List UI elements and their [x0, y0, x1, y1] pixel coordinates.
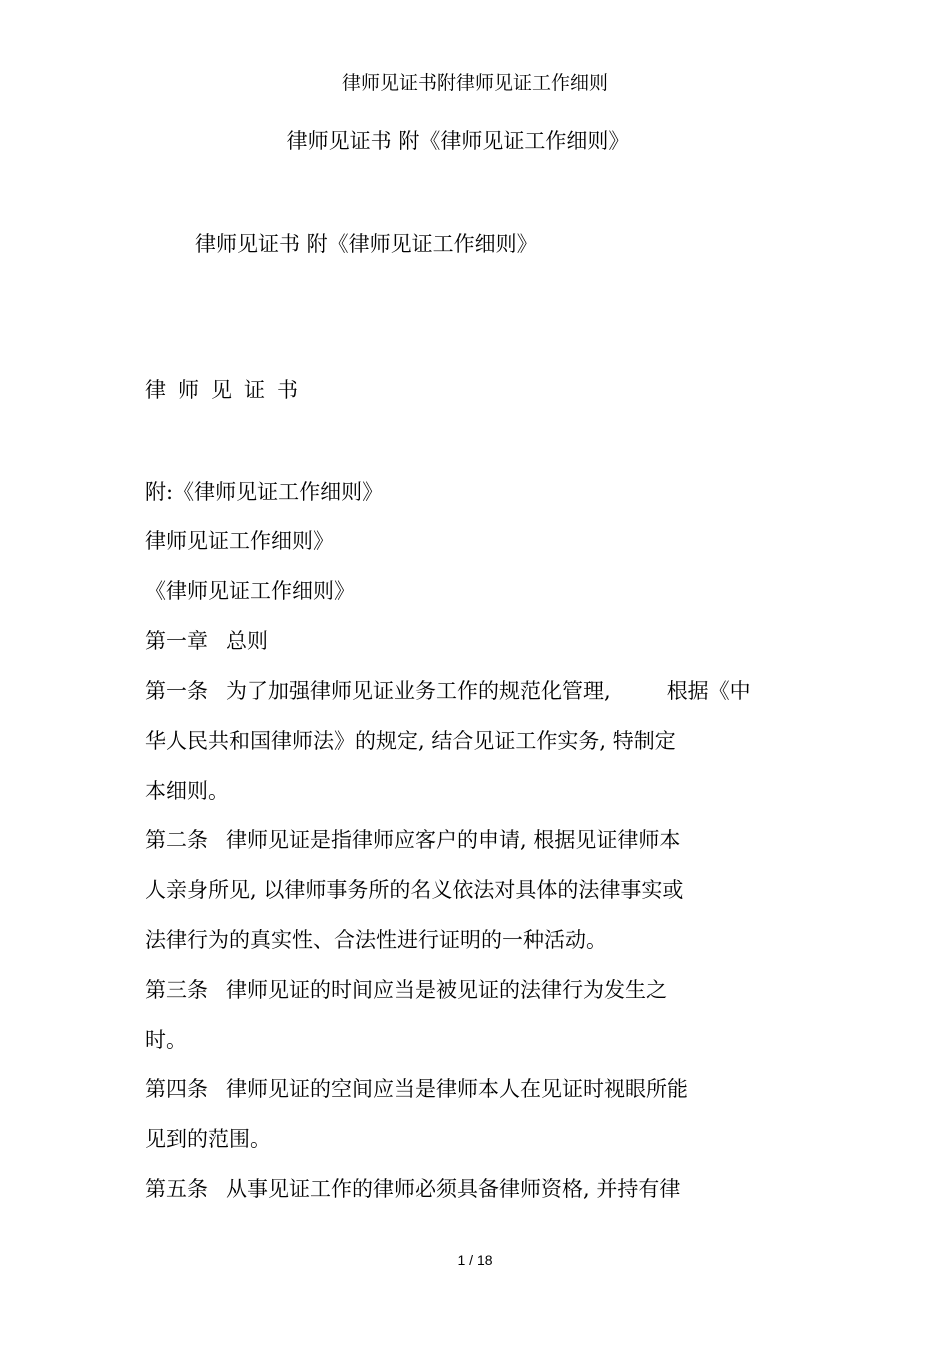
- article-text: 律师见证是指律师应客户的申请, 根据见证律师本: [226, 828, 681, 852]
- chapter-title: 总则: [226, 629, 268, 653]
- article-label: 第三条: [145, 978, 208, 1002]
- article-label: 第五条: [145, 1177, 208, 1201]
- article-3-line-1: [145, 980, 667, 1001]
- article-2-line-2: 人亲身所见, 以律师事务所的名义依法对具体的法律事实或: [145, 878, 684, 902]
- document-header-title: 律师见证书附律师见证工作细则: [341, 72, 608, 94]
- document-subtitle-repeat: 律师见证书 附《律师见证工作细则》: [195, 232, 538, 256]
- article-label: 第四条: [145, 1077, 208, 1101]
- fragment-line: 律师见证工作细则》: [145, 529, 334, 553]
- article-label: 第一条: [145, 679, 208, 703]
- attachment-line: 附:《律师见证工作细则》: [145, 480, 384, 504]
- article-5-line-1: [145, 1179, 680, 1200]
- page-number: 1 / 18: [457, 1252, 493, 1268]
- document-subtitle: 律师见证书 附《律师见证工作细则》: [286, 129, 630, 153]
- article-2-line-1: [145, 830, 680, 851]
- article-2-line-3: 法律行为的真实性、合法性进行证明的一种活动。: [145, 928, 607, 952]
- article-text: 根据《中: [666, 679, 751, 703]
- article-text: 为了加强律师见证业务工作的规范化管理,: [226, 679, 611, 703]
- section-heading: 律师见证书: [145, 378, 310, 402]
- chapter-heading: [145, 631, 268, 652]
- article-1-line-3: 本细则。: [145, 779, 229, 803]
- article-text: 从事见证工作的律师必须具备律师资格, 并持有律: [226, 1177, 681, 1201]
- article-3-line-2: 时。: [145, 1028, 187, 1052]
- article-text: 律师见证的空间应当是律师本人在见证时视眼所能: [226, 1077, 688, 1101]
- article-label: 第二条: [145, 828, 208, 852]
- article-4-line-2: 见到的范围。: [145, 1127, 271, 1151]
- article-1-line-2: 华人民共和国律师法》的规定, 结合见证工作实务, 特制定: [145, 729, 676, 753]
- article-1-line-1: [145, 681, 751, 702]
- article-text: 律师见证的时间应当是被见证的法律行为发生之: [226, 978, 667, 1002]
- rules-title: 《律师见证工作细则》: [145, 579, 355, 603]
- article-4-line-1: [145, 1079, 688, 1100]
- chapter-label: 第一章: [145, 629, 208, 653]
